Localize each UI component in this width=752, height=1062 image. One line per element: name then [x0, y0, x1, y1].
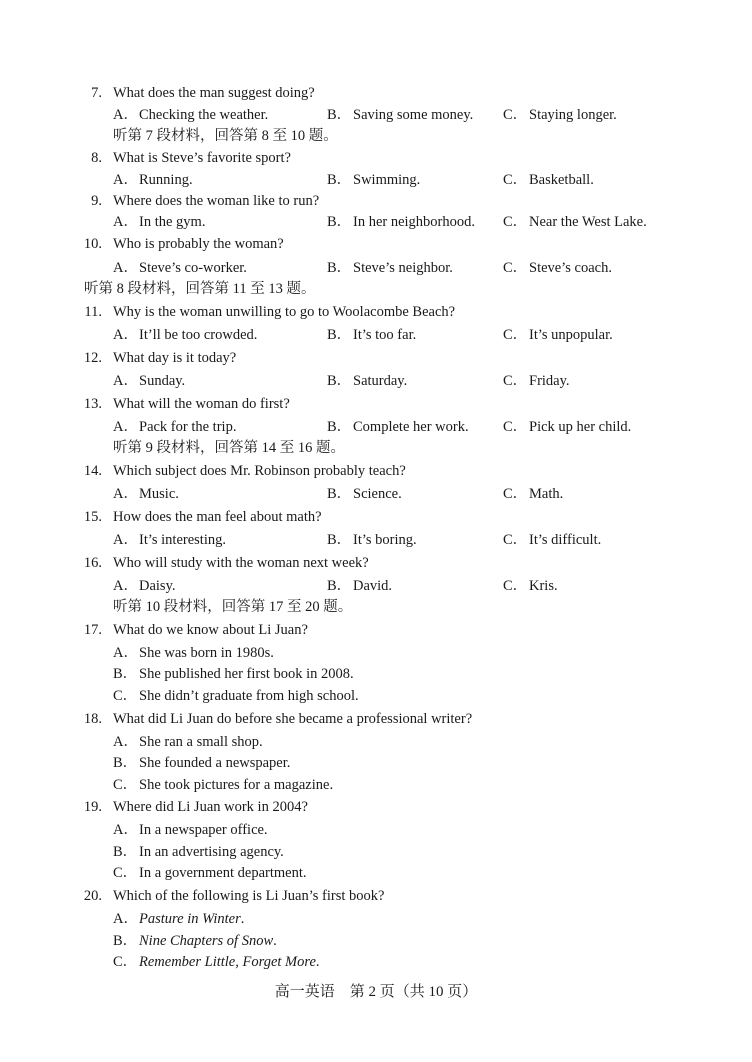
question-text: What is Steve’s favorite sport?	[113, 150, 291, 166]
question-text: Which subject does Mr. Robinson probably teach?	[113, 463, 406, 479]
question-number: 8.	[91, 150, 102, 166]
question-14	[0, 461, 752, 481]
question-text: Where does the woman like to run?	[113, 193, 320, 209]
option-c: C． Remember Little, Forget More.	[113, 954, 320, 970]
question-8	[0, 148, 752, 168]
option-a: A．Steve’s co-worker.	[113, 260, 247, 276]
question-16-options	[0, 576, 752, 596]
question-20	[0, 886, 752, 906]
option-c: C． Near the West Lake.	[503, 214, 647, 230]
question-number: 7.	[91, 85, 102, 101]
question-9-options	[0, 212, 752, 232]
question-number: 20.	[83, 888, 102, 904]
question-10	[0, 234, 752, 254]
question-number: 19.	[83, 799, 102, 815]
question-text: What day is it today?	[113, 350, 237, 366]
question-text: What did Li Juan do before she became a professional writer?	[113, 711, 473, 727]
question-9	[0, 191, 752, 211]
option-c: C． Staying longer.	[503, 107, 617, 123]
question-19	[0, 797, 752, 817]
option-b: B． She founded a newspaper.	[113, 755, 291, 771]
question-number: 12.	[83, 350, 102, 366]
question-number: 14.	[83, 463, 102, 479]
question-text: Who will study with the woman next week?	[113, 555, 369, 571]
question-17	[0, 620, 752, 640]
option-a: A．Running.	[113, 172, 193, 188]
question-18	[0, 709, 752, 729]
question-text: What does the man suggest doing?	[113, 85, 315, 101]
question-13-options	[0, 417, 752, 437]
question-15	[0, 507, 752, 527]
question-number: 9.	[91, 193, 102, 209]
option-a: A．In a newspaper office.	[113, 822, 268, 838]
section-instruction: 听第 8 段材料，回答第 11 至 13 题。	[84, 281, 316, 297]
option-c: C． She took pictures for a magazine.	[113, 777, 334, 793]
option-b: B． Steve’s neighbor.	[327, 260, 453, 276]
question-text: Where did Li Juan work in 2004?	[113, 799, 308, 815]
section-instruction: 听第 7 段材料，回答第 8 至 10 题。	[113, 128, 338, 144]
question-10-options	[0, 258, 752, 278]
option-a: A．In the gym.	[113, 214, 206, 230]
option-c: C． In a government department.	[113, 865, 307, 881]
question-13	[0, 394, 752, 414]
question-text: What will the woman do first?	[113, 396, 290, 412]
question-number: 16.	[83, 555, 102, 571]
option-a: A．Pasture in Winter.	[113, 911, 245, 927]
option-a: A．It’s interesting.	[113, 532, 226, 548]
option-b: B． David.	[327, 578, 393, 594]
option-c: C． Pick up her child.	[503, 419, 632, 435]
option-b: B． In an advertising agency.	[113, 844, 284, 860]
option-b: B． It’s boring.	[327, 532, 417, 548]
option-a: A．She ran a small shop.	[113, 734, 263, 750]
option-a: A．She was born in 1980s.	[113, 645, 274, 661]
option-a: A．Checking the weather.	[113, 107, 269, 123]
option-c: C． Steve’s coach.	[503, 260, 612, 276]
option-c: C． She didn’t graduate from high school.	[113, 688, 359, 704]
question-12	[0, 348, 752, 368]
option-b: B． Saving some money.	[327, 107, 474, 123]
option-b: B． Science.	[327, 486, 402, 502]
option-a: A．Pack for the trip.	[113, 419, 237, 435]
section-instruction: 听第 9 段材料，回答第 14 至 16 题。	[113, 440, 345, 456]
question-number: 10.	[83, 236, 102, 252]
question-number: 15.	[83, 509, 102, 525]
option-c: C． Math.	[503, 486, 564, 502]
question-12-options	[0, 371, 752, 391]
option-a: A．Sunday.	[113, 373, 186, 389]
option-b: B． She published her first book in 2008.	[113, 666, 354, 682]
option-b: B． Swimming.	[327, 172, 421, 188]
question-7	[0, 83, 752, 103]
option-b: B． It’s too far.	[327, 327, 417, 343]
question-number: 18.	[83, 711, 102, 727]
question-15-options	[0, 530, 752, 550]
question-7-options	[0, 105, 752, 125]
option-c: C． It’s difficult.	[503, 532, 602, 548]
book-title: Remember Little, Forget More	[139, 954, 316, 970]
option-b: B． Complete her work.	[327, 419, 469, 435]
question-16	[0, 553, 752, 573]
option-a: A．Music.	[113, 486, 179, 502]
book-title: Nine Chapters of Snow	[139, 933, 274, 949]
option-a: A．Daisy.	[113, 578, 176, 594]
option-c: C． Friday.	[503, 373, 570, 389]
option-a: A．It’ll be too crowded.	[113, 327, 258, 343]
option-b: B． Saturday.	[327, 373, 408, 389]
question-text: What do we know about Li Juan?	[113, 622, 308, 638]
section-instruction: 听第 10 段材料，回答第 17 至 20 题。	[113, 599, 353, 615]
book-title: Pasture in Winter	[139, 911, 241, 927]
option-c: C． Kris.	[503, 578, 558, 594]
question-11	[0, 302, 752, 322]
question-text: Which of the following is Li Juan’s first book?	[113, 888, 385, 904]
question-8-options	[0, 170, 752, 190]
option-c: C． Basketball.	[503, 172, 594, 188]
question-14-options	[0, 484, 752, 504]
question-11-options	[0, 325, 752, 345]
question-number: 11.	[84, 304, 102, 320]
option-b: B． Nine Chapters of Snow.	[113, 933, 277, 949]
option-c: C． It’s unpopular.	[503, 327, 613, 343]
question-number: 17.	[83, 622, 102, 638]
option-b: B． In her neighborhood.	[327, 214, 476, 230]
question-text: Who is probably the woman?	[113, 236, 284, 252]
question-number: 13.	[83, 396, 102, 412]
page-footer: 高一英语 第 2 页（共 10 页）	[274, 984, 478, 1000]
question-text: Why is the woman unwilling to go to Woolacombe Beach?	[113, 304, 456, 320]
question-text: How does the man feel about math?	[113, 509, 322, 525]
